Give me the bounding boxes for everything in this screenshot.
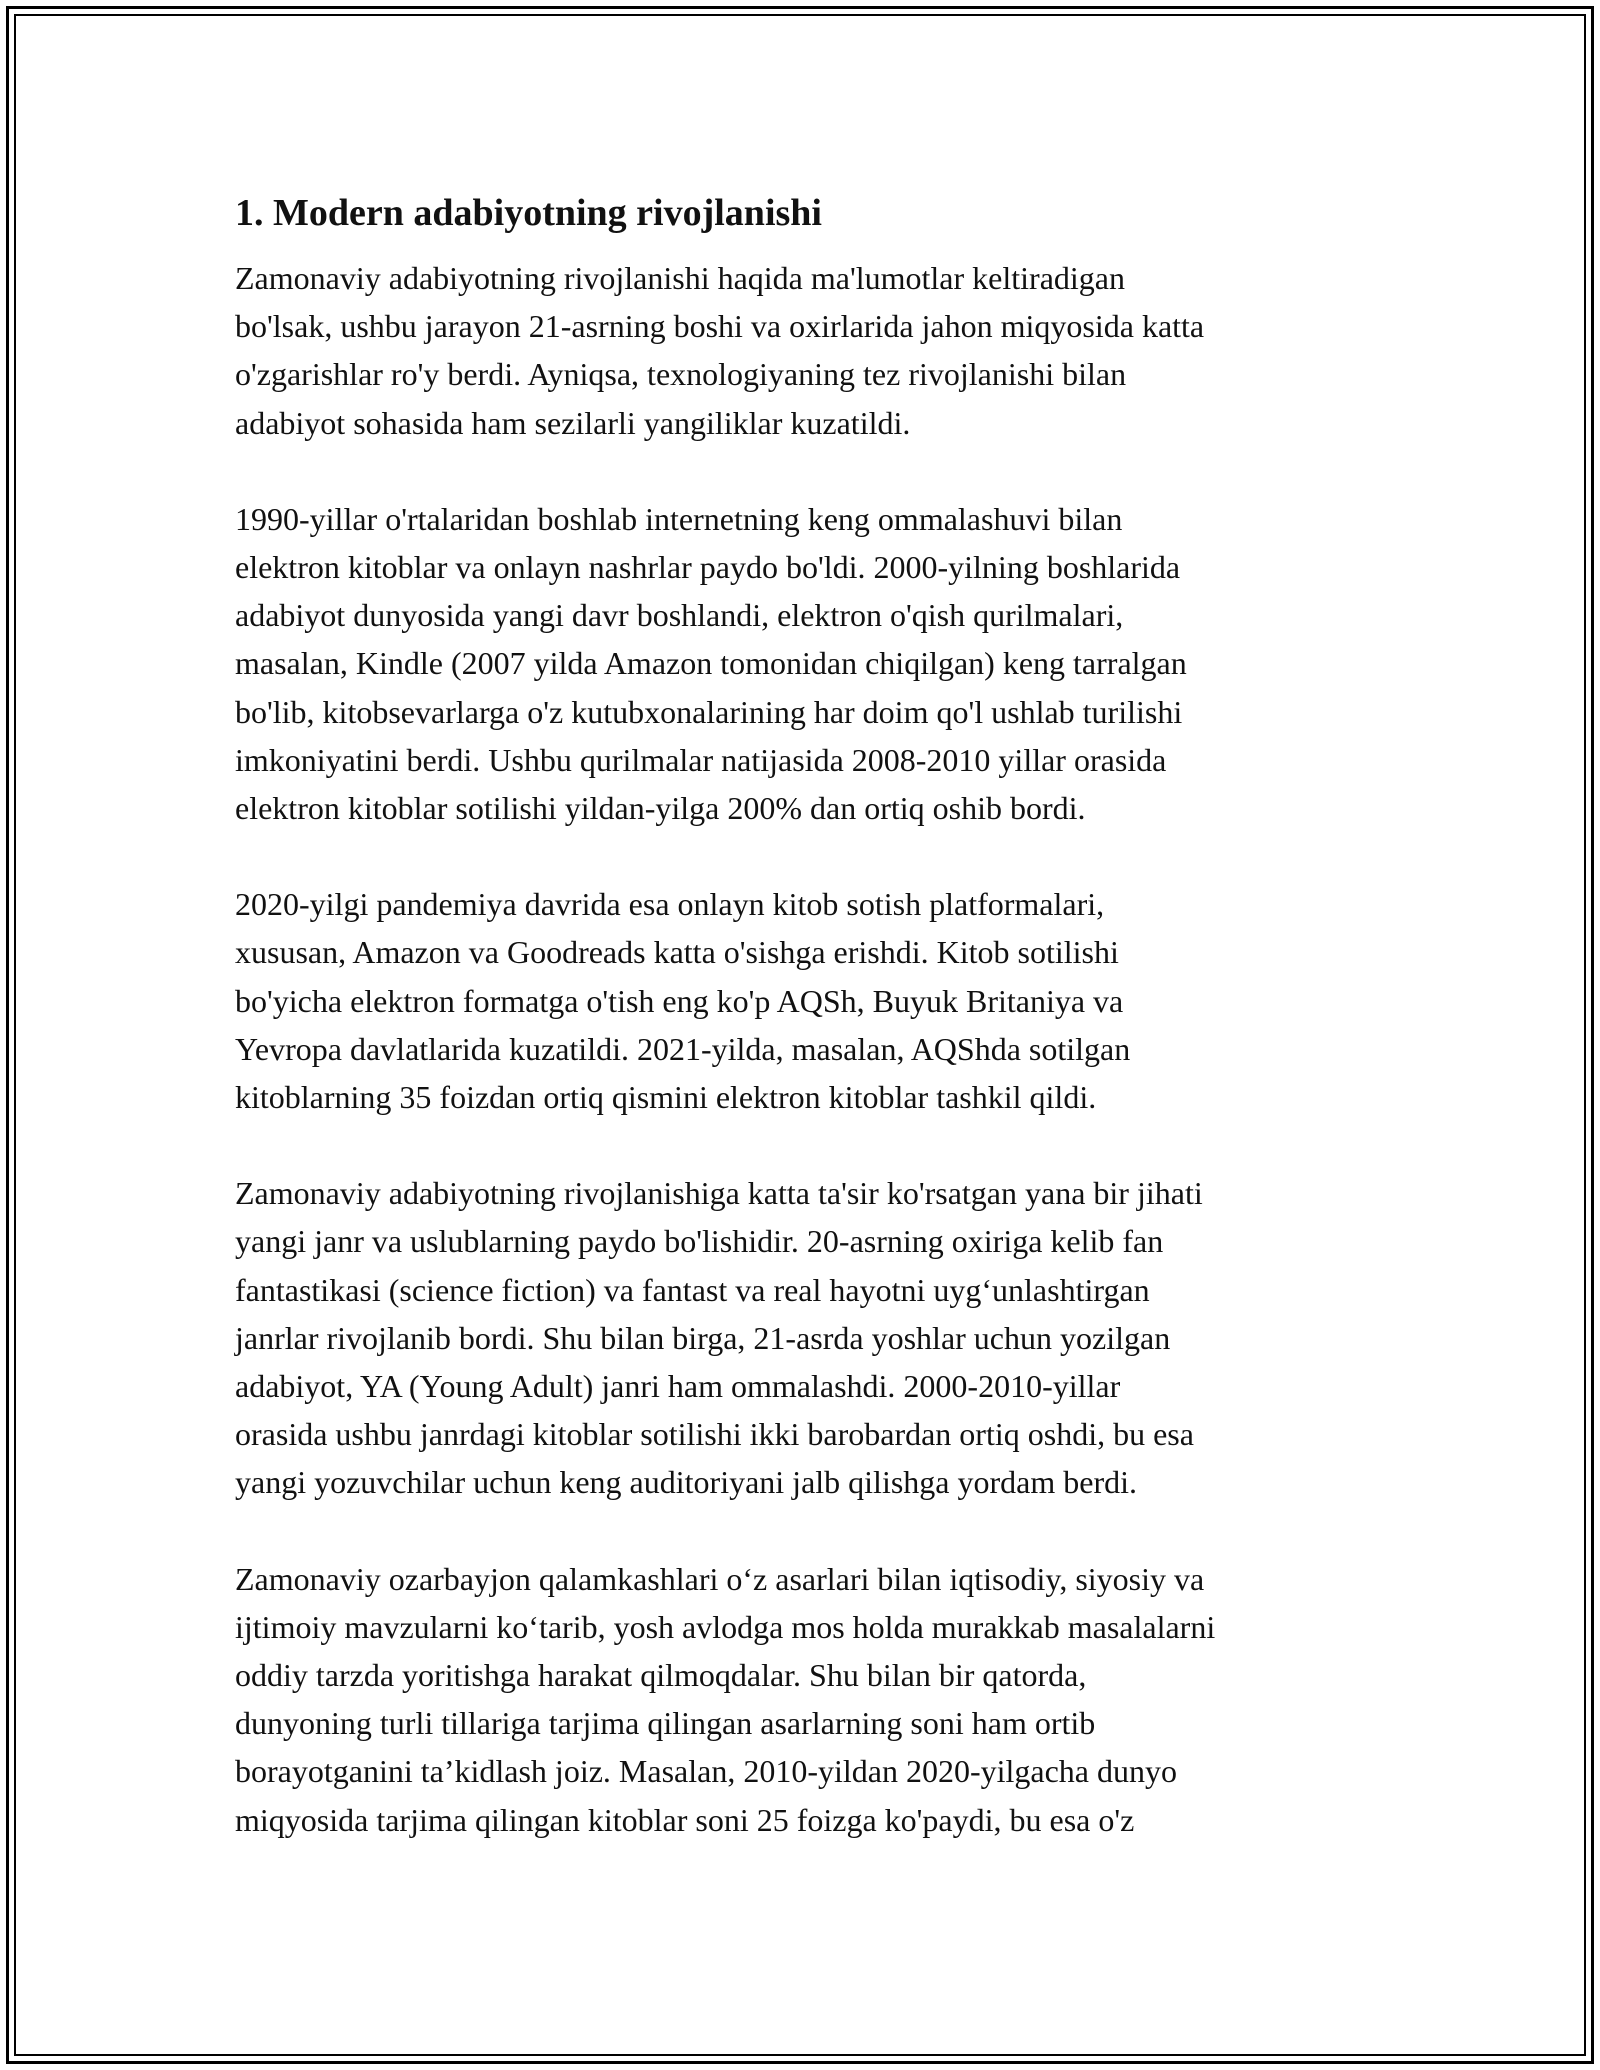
paragraph-1: Zamonaviy adabiyotning rivojlanishi haqida ma'lumotlar keltiradigan bo'lsak, ushbu jarayon 21-asrning boshi va oxirlarida jahon miqyosida katta o'zgarishlar ro'y berdi. Ayniqsa, texnologiyaning tez rivojlanishi bilan adabiyot sohasida ham sezilarli yangiliklar kuzatildi. bbox=[235, 260, 1205, 441]
section-heading: 1. Modern adabiyotning rivojlanishi bbox=[235, 192, 822, 234]
paragraph-2: 1990-yillar o'rtalaridan boshlab internetning keng ommalashuvi bilan elektron kitoblar va onlayn nashrlar paydo bo'ldi. 2000-yilning boshlarida adabiyot dunyosida yangi davr boshlandi, elektron o'qish qurilmalari, masalan, Kindle (2007 yilda Amazon tomonidan chiqilgan) keng tarralgan bo'lib, kitobsevarlarga o'z kutubxonalarining har doim qo'l ushlab turilishi imkoniyatini berdi. Ushbu qurilmalar natijasida 2008-2010 yillar orasida elektron kitoblar sotilishi yildan-yilga 200% dan ortiq oshib bordi. bbox=[235, 500, 1187, 827]
paragraph-4: Zamonaviy adabiyotning rivojlanishiga katta ta'sir ko'rsatgan yana bir jihati yangi janr va uslublarning paydo bo'lishidir. 20-asrning oxiriga kelib fan fantastikasi (science fiction) va fantast va real hayotni uyg‘unlashtirgan janrlar rivojlanib bordi. Shu bilan birga, 21-asrda yoshlar uchun yozilgan adabiyot, YA (Young Adult) janri ham ommalashdi. 2000-2010-yillar orasida ushbu janrdagi kitoblar sotilishi ikki barobardan ortiq oshdi, bu esa yangi yozuvchilar uchun keng auditoriyani jalb qilishga yordam berdi. bbox=[235, 1175, 1203, 1501]
paragraph-3: 2020-yilgi pandemiya davrida esa onlayn kitob sotish platformalari, xususan, Amazon va Goodreads katta o'sishga erishdi. Kitob sotilishi bo'yicha elektron formatga o'tish eng ko'p AQSh, Buyuk Britaniya va Yevropa davlatlarida kuzatildi. 2021-yilda, masalan, AQShda sotilgan kitoblarning 35 foizdan ortiq qismini elektron kitoblar tashkil qildi. bbox=[235, 886, 1131, 1116]
paragraph-5: Zamonaviy ozarbayjon qalamkashlari o‘z asarlari bilan iqtisodiy, siyosiy va ijtimoiy mavzularni ko‘tarib, yosh avlodga mos holda murakkab masalalarni oddiy tarzda yoritishga harakat qilmoqdalar. Shu bilan bir qatorda, dunyoning turli tillariga tarjima qilingan asarlarning soni ham ortib borayotganini ta’kidlash joiz. Masalan, 2010-yildan 2020-yilgacha dunyo miqyosida tarjima qilingan kitoblar soni 25 foizga ko'paydi, bu esa o'z bbox=[235, 1560, 1216, 1838]
document-body bbox=[235, 188, 1385, 1892]
